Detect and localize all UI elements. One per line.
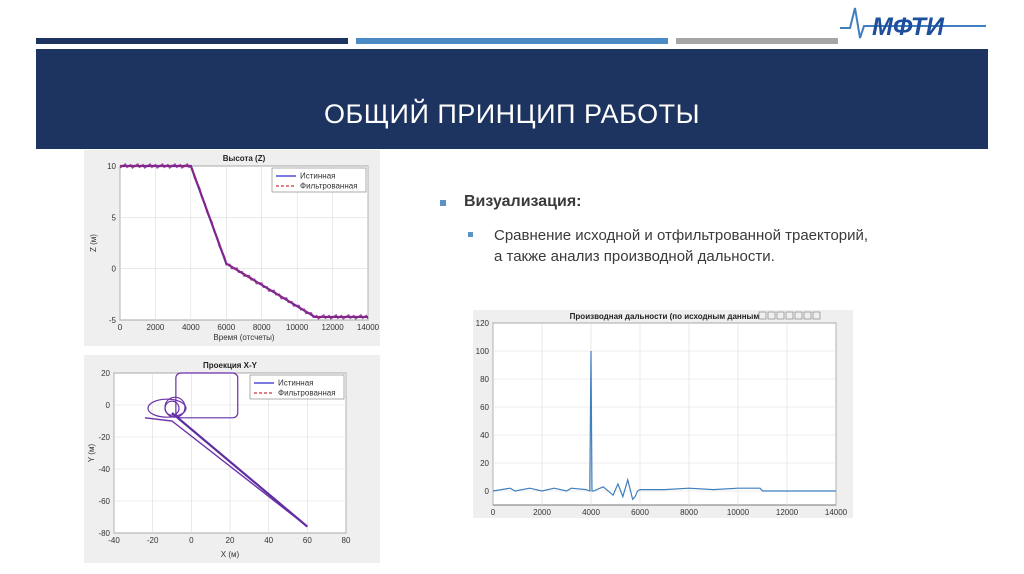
y-tick-label: 0 xyxy=(484,487,489,496)
chart-title: Производная дальности (по исходным данным xyxy=(569,312,760,321)
legend xyxy=(250,375,344,399)
xy-projection-figure xyxy=(84,355,380,563)
y-tick-label: -60 xyxy=(98,497,110,506)
bullet-level1 xyxy=(440,193,920,211)
legend-label: Истинная xyxy=(278,378,314,388)
accent-bar-navy xyxy=(36,38,348,44)
x-tick-label: 6000 xyxy=(631,508,649,517)
x-tick-label: 10000 xyxy=(286,323,309,332)
x-tick-label: 20 xyxy=(225,536,235,545)
x-tick-label: 8000 xyxy=(252,323,271,332)
x-tick-label: 4000 xyxy=(582,508,600,517)
xy-projection-chart xyxy=(84,355,380,563)
y-tick-label: -5 xyxy=(108,316,116,325)
x-tick-label: 4000 xyxy=(181,323,200,332)
slide-title: ОБЩИЙ ПРИНЦИП РАБОТЫ xyxy=(324,99,700,129)
x-tick-label: 80 xyxy=(341,536,351,545)
height-chart-figure xyxy=(84,150,380,346)
x-axis-label: X (м) xyxy=(220,550,240,559)
range-derivative-chart xyxy=(473,310,853,518)
y-tick-label: 120 xyxy=(475,319,489,328)
y-tick-label: 10 xyxy=(107,162,116,171)
y-tick-label: 60 xyxy=(480,403,489,412)
zoom-in-icon xyxy=(795,312,802,319)
y-axis-label: Y (м) xyxy=(87,443,96,463)
x-tick-label: 12000 xyxy=(321,323,344,332)
mipt-logo xyxy=(838,4,988,44)
x-tick-label: 0 xyxy=(117,323,123,332)
bullet-square-icon xyxy=(440,200,446,206)
y-tick-label: 40 xyxy=(480,431,489,440)
y-tick-label: 20 xyxy=(480,459,489,468)
zoom-in-icon xyxy=(768,312,775,319)
y-tick-label: 100 xyxy=(475,347,489,356)
y-tick-label: -20 xyxy=(98,433,110,442)
range-derivative-figure xyxy=(473,310,853,518)
x-tick-label: -20 xyxy=(146,536,159,545)
x-tick-label: 10000 xyxy=(726,508,750,517)
title-banner xyxy=(36,49,988,149)
legend xyxy=(272,168,366,192)
y-axis-label: Z (м) xyxy=(89,234,98,252)
chart-title: Проекция X-Y xyxy=(202,361,258,370)
x-tick-label: 12000 xyxy=(775,508,799,517)
x-tick-label: 2000 xyxy=(146,323,165,332)
chart-title: Высота (Z) xyxy=(222,154,266,163)
y-tick-label: 20 xyxy=(101,369,110,378)
legend-label: Фильтрованная xyxy=(300,181,358,191)
legend-label: Фильтрованная xyxy=(278,388,336,398)
y-tick-label: 5 xyxy=(111,213,116,223)
x-tick-label: 14000 xyxy=(824,508,848,517)
accent-bar-blue xyxy=(356,38,668,44)
logo-text: МФТИ xyxy=(872,13,945,41)
y-tick-label: 80 xyxy=(480,375,489,384)
pan-icon xyxy=(777,312,784,319)
x-tick-label: 40 xyxy=(264,536,274,545)
x-tick-label: 14000 xyxy=(356,323,380,332)
x-tick-label: 60 xyxy=(302,536,312,545)
bullet-level2-line2: а также анализ производной дальности. xyxy=(494,248,775,265)
x-tick-label: -40 xyxy=(108,536,120,545)
save-icon xyxy=(759,312,766,319)
y-tick-label: -80 xyxy=(98,529,110,538)
x-tick-label: 8000 xyxy=(680,508,698,517)
x-tick-label: 6000 xyxy=(217,323,236,332)
rotate-icon xyxy=(813,312,820,319)
plot-area xyxy=(493,323,836,505)
x-tick-label: 0 xyxy=(490,508,496,517)
y-tick-label: -40 xyxy=(98,465,110,474)
bullet-list xyxy=(440,193,920,267)
bullet-level1-text: Визуализация: xyxy=(464,193,582,210)
x-tick-label: 2000 xyxy=(533,508,551,517)
bullet-level2-line1: Сравнение исходной и отфильтрованной траекторий, xyxy=(494,227,869,244)
accent-bar-gray xyxy=(676,38,838,44)
bullet-level2 xyxy=(464,225,920,267)
y-tick-label: 0 xyxy=(105,401,110,410)
zoom-out-icon xyxy=(804,312,811,319)
y-tick-label: 0 xyxy=(111,264,116,274)
x-tick-label: 0 xyxy=(189,536,194,545)
bullet-square-icon xyxy=(468,232,473,237)
x-axis-label: Время (отсчеты) xyxy=(213,333,275,342)
legend-label: Истинная xyxy=(300,171,336,181)
height-chart xyxy=(84,150,380,346)
home-icon xyxy=(786,312,793,319)
